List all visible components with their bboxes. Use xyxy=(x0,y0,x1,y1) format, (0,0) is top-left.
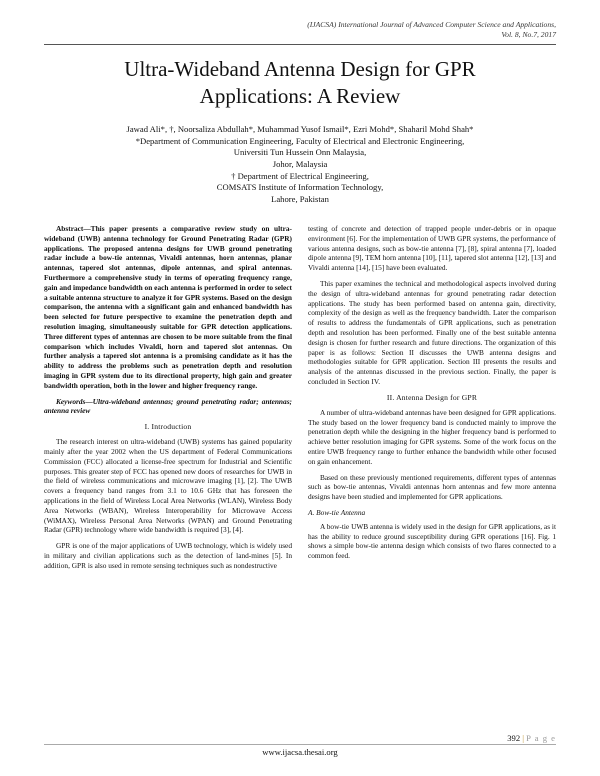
abstract: Abstract—This paper presents a comparative review study on ultra-wideband (UWB) antenna technology for Ground Penetrating Radar (GPR) applications. The proposed antenna designs for UWB ground penetrating radar include a bow-tie antennas, Vivaldi antennas, horn antennas, planar antennas, tapered slot antennas, dipole antennas, and spiral antennas. Furthermore a comprehensive study in terms of operating frequency range, gain and impedance bandwidth on each antenna is performed in order to select a suitable antenna structure to analyze it for GPR systems. Based on the design comparison, the antenna with a significant gain and enhanced bandwidth has been selected for future perspective to examine the penetration depth and resolution imaging, simultaneously suitable for GPR detection applications. Three different types of antennas are chosen to be more suitable from the final comparison which includes Vivaldi, horn and tapered slot antennas. On further analysis a tapered slot antenna is a promising candidate as it has the ability to address the problems such as penetration depth and resolution imaging in GPR system due to its directional property, high gain and greater bandwidth operation, both in the lower and higher frequency range. xyxy=(44,224,292,390)
header-rule xyxy=(44,44,556,45)
title-line-2: Applications: A Review xyxy=(199,83,401,108)
affiliation-line: COMSATS Institute of Information Technology, xyxy=(216,182,384,193)
paragraph: GPR is one of the major applications of UWB technology, which is widely used in military and civilian applications such as the detection of land-mines [5]. In addition, GPR is also used in remote sensing techniques such as nondestructive xyxy=(44,541,292,570)
subsection-heading-bow-tie: A. Bow-tie Antenna xyxy=(308,508,366,518)
journal-volume: Vol. 8, No.7, 2017 xyxy=(501,30,556,40)
affiliation-line: † Department of Electrical Engineering, xyxy=(231,170,369,181)
page-number xyxy=(507,733,556,743)
keywords: Keywords—Ultra-wideband antennas; ground penetrating radar; antennas; antenna review xyxy=(44,396,292,416)
journal-url[interactable]: www.ijacsa.thesai.org xyxy=(262,747,338,757)
affiliation-line: Lahore, Pakistan xyxy=(271,194,329,205)
affiliation-line: *Department of Communication Engineering, Faculty of Electrical and Electronic Engineering, xyxy=(135,135,465,146)
section-heading-antenna-design: II. Antenna Design for GPR xyxy=(386,392,478,402)
right-column xyxy=(308,224,556,567)
paragraph: Based on these previously mentioned requirements, different types of antennas such as bow-tie antennas, Vivaldi antennas horn antennas and few more antenna designs have been studied and implemented for GPR applications. xyxy=(308,472,556,502)
paper-title xyxy=(44,56,556,110)
section-heading-introduction: I. Introduction xyxy=(144,422,192,432)
paragraph: testing of concrete and detection of trapped people under-debris or in opaque environment [6]. For the implementation of UWB GPR systems, the performance of various antenna designs, such as bow-tie antenna [7], [8], spiral antenna [7], loaded dipole antenna [9], TEM horn antenna [10], [11], tapered slot antenna [12], [13] and Vivaldi antenna [14], [15] have been evaluated. xyxy=(308,224,556,273)
paragraph: A number of ultra-wideband antennas have been designed for GPR applications. The study based on the lower frequency band is conducted mainly to improve the penetration depth while the designing in the higher frequency band is performed to achieve better resolution imaging for GPR systems. Some of the work focus on the entire UWB frequency range to further enhance the bandwidth while other focused on gain enhancement. xyxy=(308,407,556,466)
paragraph: The research interest on ultra-wideband (UWB) systems has gained popularity mainly after the year 2002 when the US department of Federal Communications Commission (FCC) allocated a license-free spectrum for Industrial and Scientific purposes. This greater step of FCC has opened new doors of researches for UWB in the field of wireless communications and microwave imaging [1], [2]. The UWB covers a frequency band ranges from 3.1 to 10.6 GHz that has foreseen the applications in the field of Wireless Local Area Networks (WLAN), Wireless Body Area Networks (WBAN), Wireless Interoperability for Microwave Access (WiMAX), Wireless Personal Area Networks (WPAN) and Ground Penetrating Radar (GPR) technology where wide bandwidth is required [3], [4]. xyxy=(44,437,292,535)
journal-header xyxy=(176,20,556,41)
affiliation-line: Johor, Malaysia xyxy=(272,159,328,170)
paragraph: This paper examines the technical and methodological aspects involved during the design of ultra-wideband antennas for ground penetrating radar detection applications. The study has been performed based on antenna gain, directivity, complexity of the design as well as the frequency bandwidth. Later the comparison of results to address the fundamentals of GPR applications, such as penetration depth and resolution has been performed. Finally one of the best suitable antenna design is chosen for further research and future directions. The organization of this paper is as follows: Section II discusses the UWB antenna designs and methodologies suitable for GPR application. Section III presents the results and analysis of the antennas discussed in the previous section. Finally, the paper is concluded in Section IV. xyxy=(308,278,556,386)
journal-name: (IJACSA) International Journal of Advanced Computer Science and Applications, xyxy=(307,20,556,29)
author-block xyxy=(44,124,556,206)
paragraph: A bow-tie UWB antenna is widely used in the design for GPR applications, as it has the ability to reduce ground susceptibility during GPR operations [16]. Fig. 1 shows a simple bow-tie antenna design which consists of two flares connected to a common feed. xyxy=(308,521,556,561)
left-column xyxy=(44,224,292,577)
footer-rule xyxy=(44,744,556,745)
page-number-value: 392 xyxy=(507,733,521,743)
page-separator: | xyxy=(522,733,524,743)
author-list: Jawad Ali*, †, Noorsaliza Abdullah*, Muhammad Yusof Ismail*, Ezri Mohd*, Shaharil Mohd Shah* xyxy=(126,124,474,134)
page-label: P a g e xyxy=(526,733,556,743)
affiliation-line: Universiti Tun Hussein Onn Malaysia, xyxy=(233,147,367,158)
title-line-1: Ultra-Wideband Antenna Design for GPR xyxy=(124,57,476,81)
